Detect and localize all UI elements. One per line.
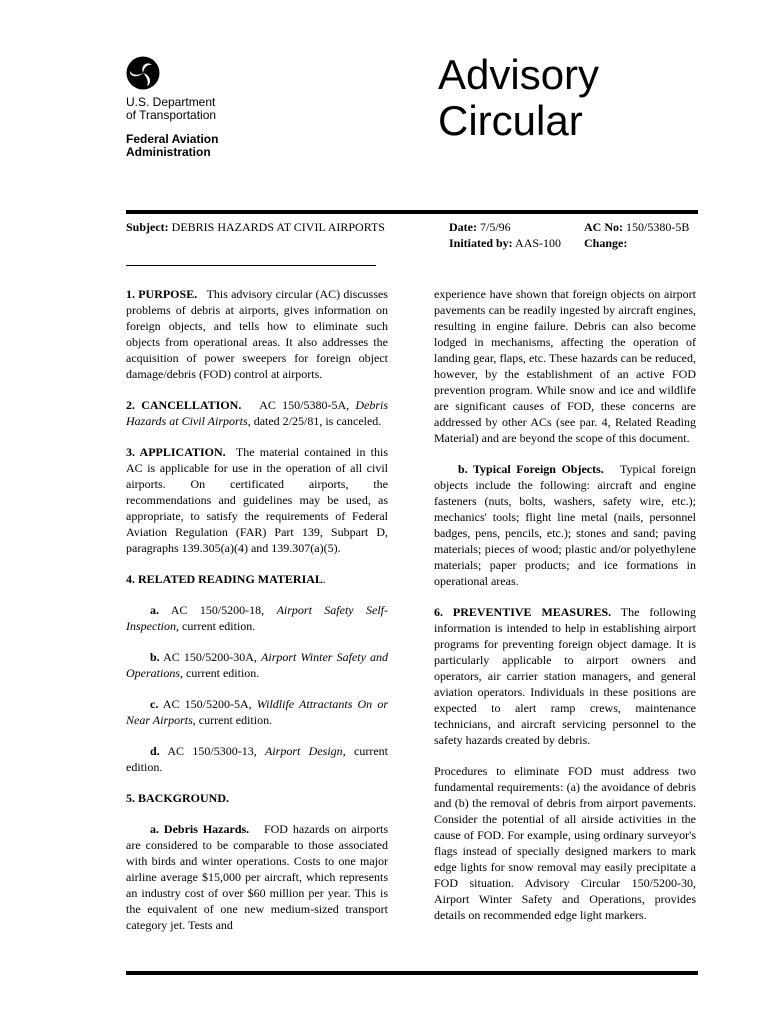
application-text: The material contained in this AC is applicable for use in the operation of all civil airports. On certificated airports, the recommendations and guidelines may be used, as appropriate, to satisfy the requirements of Federal Aviation Regulation (FAR) Part 139, Subpart D, paragraphs 139.305(a)(4) and 139.307(a)(5). bbox=[126, 445, 388, 555]
typical-objects-heading: b. Typical Foreign Objects. bbox=[458, 462, 604, 476]
faa-line-1: Federal Aviation bbox=[126, 132, 219, 146]
reading-item-b-label: b. bbox=[150, 650, 160, 664]
related-reading-dot: . bbox=[322, 572, 326, 586]
reading-item-c-ref: AC 150/5200-5A, bbox=[162, 697, 252, 711]
reading-item-d-title: Airport Design bbox=[265, 744, 343, 758]
debris-hazards-paragraph bbox=[126, 821, 388, 933]
debris-hazards-text: FOD hazards on airports are considered to be comparable to those associated with birds and winter operations. Costs to one major airline average $15,000 per aircraft, which represents an industry cost of over $60 million per year. This is the equivalent of one new medium-sized transport category jet. Tests and bbox=[126, 822, 389, 932]
subject-label: Subject: bbox=[126, 220, 169, 234]
purpose-text: This advisory circular (AC) discusses problems of debris at airports, gives information on foreign objects, and tells how to eliminate such objects from operational areas. It also addresses the acquisition of power sweepers for foreign object damage/debris (FOD) control at airports. bbox=[126, 287, 388, 381]
debris-hazards-heading: a. Debris Hazards. bbox=[150, 822, 250, 836]
date-label: Date: bbox=[449, 220, 477, 234]
ac-number-line bbox=[584, 220, 689, 235]
date-line bbox=[449, 220, 511, 235]
reading-item-b-ref: AC 150/5200-30A, bbox=[163, 650, 257, 664]
short-rule bbox=[126, 265, 376, 266]
application-paragraph bbox=[126, 444, 388, 556]
title-line-2: Circular bbox=[438, 97, 583, 144]
cancellation-paragraph bbox=[126, 397, 388, 429]
preventive-measures-paragraph bbox=[434, 604, 696, 748]
dept-line-1: U.S. Department bbox=[126, 95, 216, 109]
dot-triskelion-logo-icon bbox=[126, 56, 160, 90]
reading-item-a-edition: , current edition. bbox=[176, 619, 256, 633]
ac-number-label: AC No: bbox=[584, 220, 623, 234]
date-value: 7/5/96 bbox=[479, 220, 511, 234]
reading-item-c-title: Wildlife Attractants On or Near Airports bbox=[126, 697, 389, 727]
reading-item-d-label: d. bbox=[150, 744, 160, 758]
typical-objects-text: Typical foreign objects include the following: aircraft and engine fasteners (nuts, bolts, washers, safety wire, etc.); mechanics' tools; flight line metal (nails, personnel badges, pens, pencils, etc.); stones and sand; paving materials; pieces of wood; plastic and/or polyethylene materials; paper products; and ice formations in operational areas. bbox=[434, 462, 696, 588]
background-heading bbox=[126, 790, 388, 806]
background-title: 5. BACKGROUND. bbox=[126, 791, 230, 805]
cancellation-title: Debris Hazards at Civil Airports bbox=[126, 398, 389, 428]
reading-item-a-title: Airport Safety Self-Inspection bbox=[126, 603, 389, 633]
reading-item-c-edition: , current edition. bbox=[192, 713, 273, 727]
reading-item-a bbox=[126, 602, 388, 634]
reading-item-d-edition: , current edition. bbox=[126, 744, 388, 774]
agency-name bbox=[126, 133, 218, 159]
application-heading: 3. APPLICATION. bbox=[126, 445, 226, 459]
right-column bbox=[434, 286, 696, 938]
change-line bbox=[584, 236, 627, 251]
debris-hazards-continued bbox=[434, 286, 696, 446]
dept-line-2: of Transportation bbox=[126, 108, 217, 122]
reading-item-b bbox=[126, 649, 388, 681]
reading-item-a-ref: AC 150/5200-18, bbox=[170, 603, 265, 617]
related-reading-title: 4. RELATED READING MATERIAL bbox=[126, 572, 323, 586]
bottom-rule bbox=[126, 971, 698, 975]
related-reading-heading bbox=[126, 571, 388, 587]
change-label: Change: bbox=[584, 236, 628, 250]
cancellation-date: , dated 2/25/81, is canceled. bbox=[247, 414, 382, 428]
purpose-heading: 1. PURPOSE. bbox=[126, 287, 198, 301]
procedures-text: Procedures to eliminate FOD must address two fundamental requirements: (a) the avoidance of debris and (b) the removal of debris from airport pavements. Consider the potential of all airside activities in the cause of FOD. For example, using ordinary surveyor's flags instead of specially designed markers to mark edge lights for snow removal may easily precipitate a FOD situation. Advisory Circular 150/5200-30, Airport Winter Safety and Operations, provides details on recommended edge light markers. bbox=[434, 764, 696, 922]
initiated-by-line bbox=[449, 236, 561, 251]
left-column bbox=[126, 286, 388, 948]
subject-line bbox=[126, 220, 385, 235]
department-name bbox=[126, 96, 216, 122]
top-rule bbox=[126, 210, 698, 214]
procedures-paragraph bbox=[434, 763, 696, 923]
reading-item-c-label: c. bbox=[150, 697, 159, 711]
preventive-measures-heading: 6. PREVENTIVE MEASURES. bbox=[434, 605, 612, 619]
subject-value: DEBRIS HAZARDS AT CIVIL AIRPORTS bbox=[171, 220, 385, 234]
ac-number-value: 150/5380-5B bbox=[626, 220, 690, 234]
purpose-paragraph bbox=[126, 286, 388, 382]
initiated-value: AAS-100 bbox=[515, 236, 562, 250]
document-title bbox=[438, 52, 599, 144]
reading-item-c bbox=[126, 696, 388, 728]
faa-line-2: Administration bbox=[126, 145, 211, 159]
reading-item-d bbox=[126, 743, 388, 775]
reading-item-b-title: Airport Winter Safety and Operations bbox=[126, 650, 389, 680]
debris-hazards-continued-text: experience have shown that foreign objects on airport pavements can be readily ingested by aircraft engines, resulting in engine failure. Debris can also become lodged in mechanisms, affecting the operation of landing gear, flaps, etc. These hazards can be reduced, however, by the establishment of an active FOD prevention program. While snow and ice and wildlife are significant causes of FOD, these concerns are addressed by other ACs (see par. 4, Related Reading Material) and are beyond the scope of this document. bbox=[434, 287, 696, 445]
title-line-1: Advisory bbox=[438, 51, 600, 98]
preventive-measures-text: The following information is intended to help in establishing airport programs for preventing foreign object damage. It is particularly applicable to airport owners and operators, air carrier station managers, and general aviation operators. Individuals in these positions are expected to alert ramp crews, maintenance technicians, and aircraft servicing personnel to the safety hazards created by debris. bbox=[434, 605, 696, 747]
initiated-label: Initiated by: bbox=[449, 236, 513, 250]
cancellation-heading: 2. CANCELLATION. bbox=[126, 398, 242, 412]
reading-item-b-edition: , current edition. bbox=[180, 666, 260, 680]
reading-item-a-label: a. bbox=[150, 603, 159, 617]
typical-objects-paragraph bbox=[434, 461, 696, 589]
reading-item-d-ref: AC 150/5300-13, bbox=[167, 744, 257, 758]
cancellation-ref: AC 150/5380-5A, bbox=[259, 398, 350, 412]
